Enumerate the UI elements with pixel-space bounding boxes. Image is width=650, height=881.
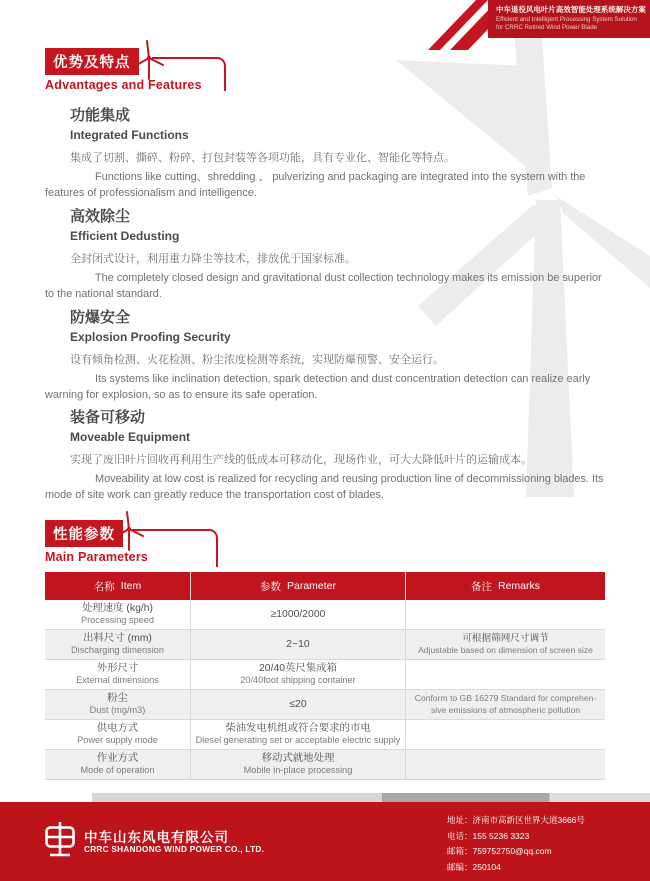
top-banner (488, 0, 650, 38)
table-row (45, 690, 605, 720)
item-cell (45, 690, 190, 719)
remarks-cell (405, 600, 605, 629)
parameter-cell (190, 600, 405, 629)
feature-title-en: Integrated Functions (70, 128, 189, 142)
item-cell (45, 630, 190, 659)
cell-line: 粉尘 (107, 692, 128, 704)
banner-title-zh: 中车退役风电叶片高效智能处理系统解决方案 (496, 5, 646, 14)
item-cell (45, 750, 190, 779)
feature-body-en: The completely closed design and gravitational dust collection technology makes its emission be superior to the national standard. (45, 272, 602, 301)
feature-body-en: Functions like cutting、shredding 、 pulverizing and packaging are integrated into the system with the features of professionalism and intelligence. (45, 171, 586, 200)
feature-section (45, 406, 605, 504)
header-connector-line (132, 529, 218, 567)
column-header-remarks (405, 572, 605, 600)
feature-section (45, 104, 605, 202)
feature-title-zh: 防爆安全 (70, 309, 131, 326)
cell-line: Mobile in-place processing (243, 765, 353, 776)
advantages-header-zh: 优势及特点 (45, 48, 139, 75)
banner-title-en-line2: for CRRC Retired Wind Power Blade (496, 24, 598, 32)
cell-line: 供电方式 (96, 722, 139, 734)
parameter-cell (190, 690, 405, 719)
feature-body-zh: 集成了切割、撕碎、粉碎、打包封装等各项功能，具有专业化、智能化等特点。 (70, 152, 455, 164)
feature-title-zh: 功能集成 (70, 107, 131, 124)
feature-title-en: Efficient Dedusting (70, 229, 180, 243)
remarks-cell (405, 660, 605, 689)
contact-email: 邮箱：759752750@qq.com (447, 846, 552, 856)
feature-body-en: Its systems like inclination detection, spark detection and dust concentration detection can realize early warning for explosion, so as to ensure its safe operation. (45, 373, 591, 402)
cell-line: Mode of operation (80, 765, 155, 776)
cell-line: ≥1000/2000 (270, 608, 326, 620)
contact-postcode: 邮编：250104 (447, 861, 501, 872)
column-header-zh: 备注 (470, 580, 492, 593)
feature-title-en: Explosion Proofing Security (70, 330, 231, 344)
crrc-logo (42, 822, 78, 862)
table-row (45, 720, 605, 750)
column-header-zh: 参数 (259, 580, 281, 593)
cell-line: 作业方式 (96, 752, 139, 764)
contact-phone: 电话：155 5236 3323 (447, 830, 530, 841)
cell-line: Diesel generating set or acceptable electric supply (195, 735, 401, 746)
cell-line: 20/40foot shipping container (240, 675, 356, 686)
contact-address: 地址：济南市高新区世界大道3666号 (447, 815, 585, 825)
table-header-row (45, 572, 605, 600)
column-header-zh: 名称 (93, 580, 115, 593)
cell-line: Power supply mode (77, 735, 158, 746)
feature-body-zh: 实现了废旧叶片回收再利用生产线的低成本可移动化，现场作业，可大大降低叶片的运输成本。 (70, 454, 532, 466)
cell-line: 处理速度 (kg/h) (81, 602, 153, 614)
table-row (45, 600, 605, 630)
parameter-cell (190, 720, 405, 749)
feature-body-en: Moveability at low cost is realized for recycling and reusing production line of decommissioning blades. Its mode of site work can greatly reduce the transportation cost of blades. (45, 473, 604, 502)
remarks-cell (405, 690, 605, 719)
cell-line: Processing speed (80, 615, 155, 626)
cell-line: 可根据筛网尺寸调节 (462, 632, 549, 644)
cell-line: Conform to GB 16279 Standard for comprehen- (414, 693, 597, 704)
cell-line: External dimensions (76, 675, 159, 686)
parameters-table (45, 572, 605, 780)
remarks-cell (405, 630, 605, 659)
cell-line: 外形尺寸 (96, 662, 139, 674)
feature-title-en: Moveable Equipment (70, 430, 191, 444)
table-row (45, 660, 605, 690)
feature-body-zh: 全封闭式设计，利用重力降尘等技术，排放优于国家标准。 (70, 253, 356, 265)
column-header-en: Remarks (497, 580, 540, 592)
cell-line: 20/40英尺集成箱 (259, 662, 337, 674)
footer-divider-strip (92, 793, 650, 802)
header-connector-line (152, 57, 226, 91)
cell-line: ≤20 (289, 698, 307, 710)
parameters-header-zh: 性能参数 (45, 520, 123, 547)
cell-line: Adjustable based on dimension of screen size (418, 645, 593, 656)
cell-line: Dust (mg/m3) (89, 705, 146, 716)
item-cell (45, 600, 190, 629)
feature-section (45, 205, 605, 303)
company-name-en: CRRC SHANDONG WIND POWER CO., LTD. (84, 845, 265, 854)
contact-info (447, 813, 585, 875)
cell-line: 移动式就地处理 (261, 752, 335, 764)
parameters-header-en: Main Parameters (45, 550, 149, 564)
feature-section (45, 306, 605, 404)
column-header-item (45, 572, 190, 600)
table-row (45, 630, 605, 660)
table-row (45, 750, 605, 780)
feature-body-zh: 设有倾角检测、火花检测、粉尘浓度检测等系统，实现防爆预警、安全运行。 (70, 354, 444, 366)
cell-line: 柴油发电机组或符合要求的市电 (225, 722, 371, 734)
parameter-cell (190, 630, 405, 659)
parameter-cell (190, 750, 405, 779)
company-name-zh: 中车山东风电有限公司 (84, 830, 229, 845)
remarks-cell (405, 750, 605, 779)
column-header-en: Parameter (286, 580, 337, 592)
cell-line: 出料尺寸 (mm) (83, 632, 152, 644)
cell-line: 2~10 (286, 638, 310, 650)
parameter-cell (190, 660, 405, 689)
item-cell (45, 720, 190, 749)
banner-title-en-line1: Efficient and Intelligent Processing System Solution (496, 16, 637, 23)
advantages-header-en: Advantages and Features (45, 78, 202, 92)
feature-title-zh: 装备可移动 (70, 409, 146, 426)
column-header-en: Item (120, 580, 142, 592)
column-header-parameter (190, 572, 405, 600)
cell-line: Discharging dimension (71, 645, 164, 656)
remarks-cell (405, 720, 605, 749)
feature-title-zh: 高效除尘 (70, 208, 131, 225)
footer (0, 802, 650, 881)
cell-line: sive emissions of atmospheric pollution (430, 704, 581, 715)
item-cell (45, 660, 190, 689)
